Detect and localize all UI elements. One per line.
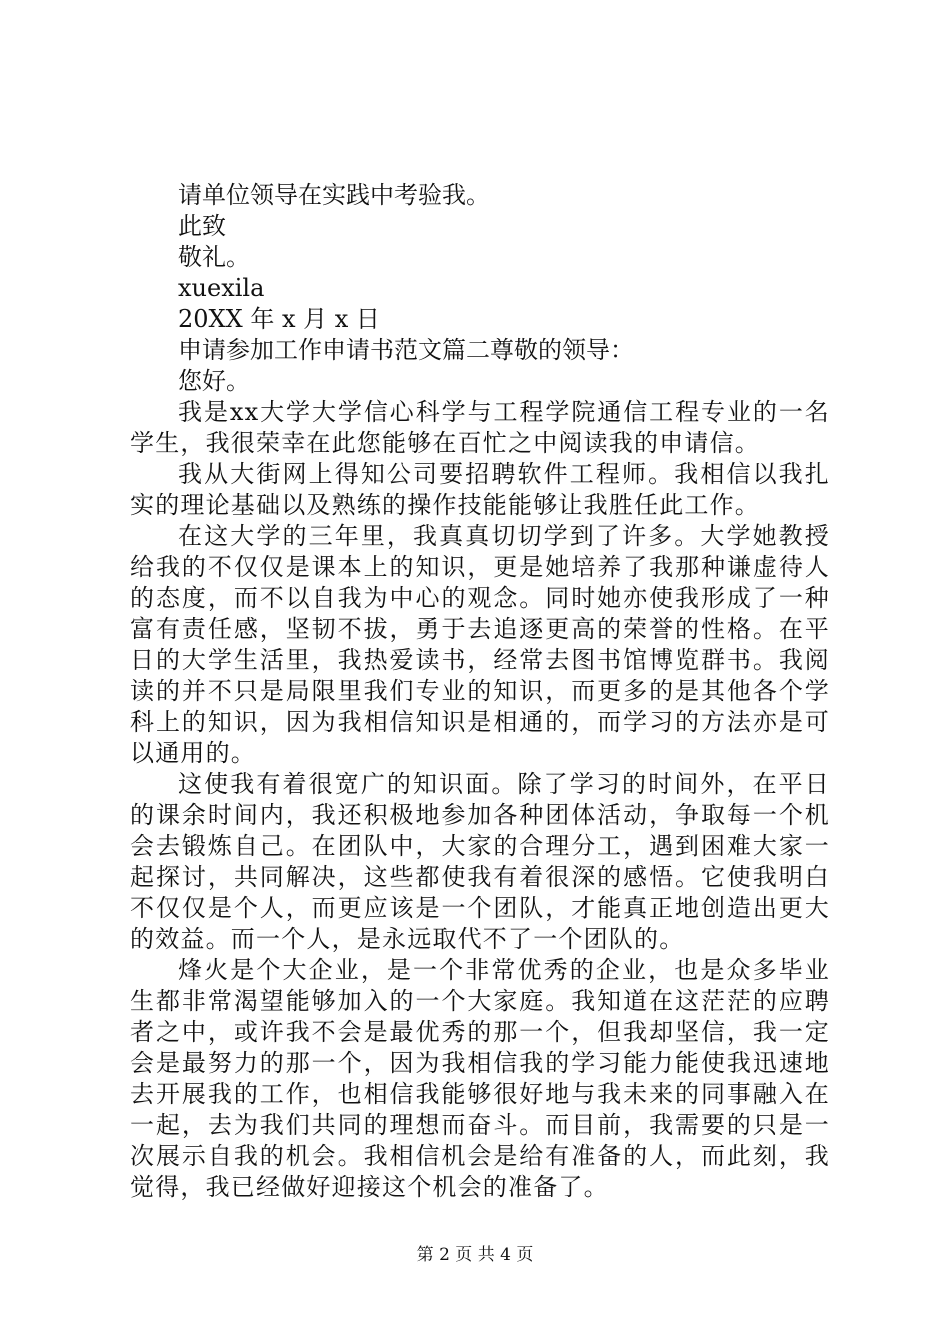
letter-body bbox=[130, 180, 830, 1203]
paragraph-job-source: 我从大街网上得知公司要招聘软件工程师。我相信以我扎实的理论基础以及熟练的操作技能能够让我胜任此工作。 bbox=[130, 460, 830, 519]
signature: xuexila bbox=[178, 274, 265, 302]
paragraph-university: 在这大学的三年里，我真真切切学到了许多。大学她教授给我的不仅仅是课本上的知识，更是她培养了我那种谦虚待人的态度，而不以自我为中心的观念。同时她亦使我形成了一种富有责任感，坚韧不拔，勇于去追逐更高的荣誉的性格。在平日的大学生活里，我热爱读书，经常去图书馆博览群书。我阅读的并不只是局限里我们专业的知识，而更多的是其他各个学科上的知识，因为我相信知识是相通的，而学习的方法亦是可以通用的。 bbox=[130, 522, 830, 767]
paragraph-intro: 我是xx大学大学信心科学与工程学院通信工程专业的一名学生，我很荣幸在此您能够在百忙之中阅读我的申请信。 bbox=[130, 398, 830, 457]
salutation-cizhi: 此致 bbox=[178, 212, 226, 240]
paragraph-teamwork: 这使我有着很宽广的知识面。除了学习的时间外，在平日的课余时间内，我还积极地参加各种团体活动，争取每一个机会去锻炼自己。在团队中，大家的合理分工，遇到困难大家一起探讨，共同解决，这些都使我有着很深的感悟。它使我明白不仅仅是个人，而更应该是一个团队，才能真正地创造出更大的效益。而一个人，是永远取代不了一个团队的。 bbox=[130, 770, 830, 953]
greeting: 您好。 bbox=[178, 367, 250, 395]
salutation-jingli: 敬礼。 bbox=[178, 243, 250, 271]
paragraph-company: 烽火是个大企业，是一个非常优秀的企业，也是众多毕业生都非常渴望能够加入的一个大家庭。我知道在这茫茫的应聘者之中，或许我不会是最优秀的那一个，但我却坚信，我一定会是最努力的那一个，因为我相信我的学习能力能使我迅速地去开展我的工作，也相信我能够很好地与我未来的同事融入在一起，去为我们共同的理想而奋斗。而目前，我需要的只是一次展示自我的机会。我相信机会是给有准备的人，而此刻，我觉得，我已经做好迎接这个机会的准备了。 bbox=[130, 956, 830, 1201]
section-heading: 申请参加工作申请书范文篇二尊敬的领导： bbox=[178, 336, 634, 364]
page-footer: 第 2 页 共 4 页 bbox=[416, 1245, 534, 1265]
closing-line: 请单位领导在实践中考验我。 bbox=[178, 181, 490, 209]
date-line: 20XX 年 x 月 x 日 bbox=[178, 305, 380, 333]
